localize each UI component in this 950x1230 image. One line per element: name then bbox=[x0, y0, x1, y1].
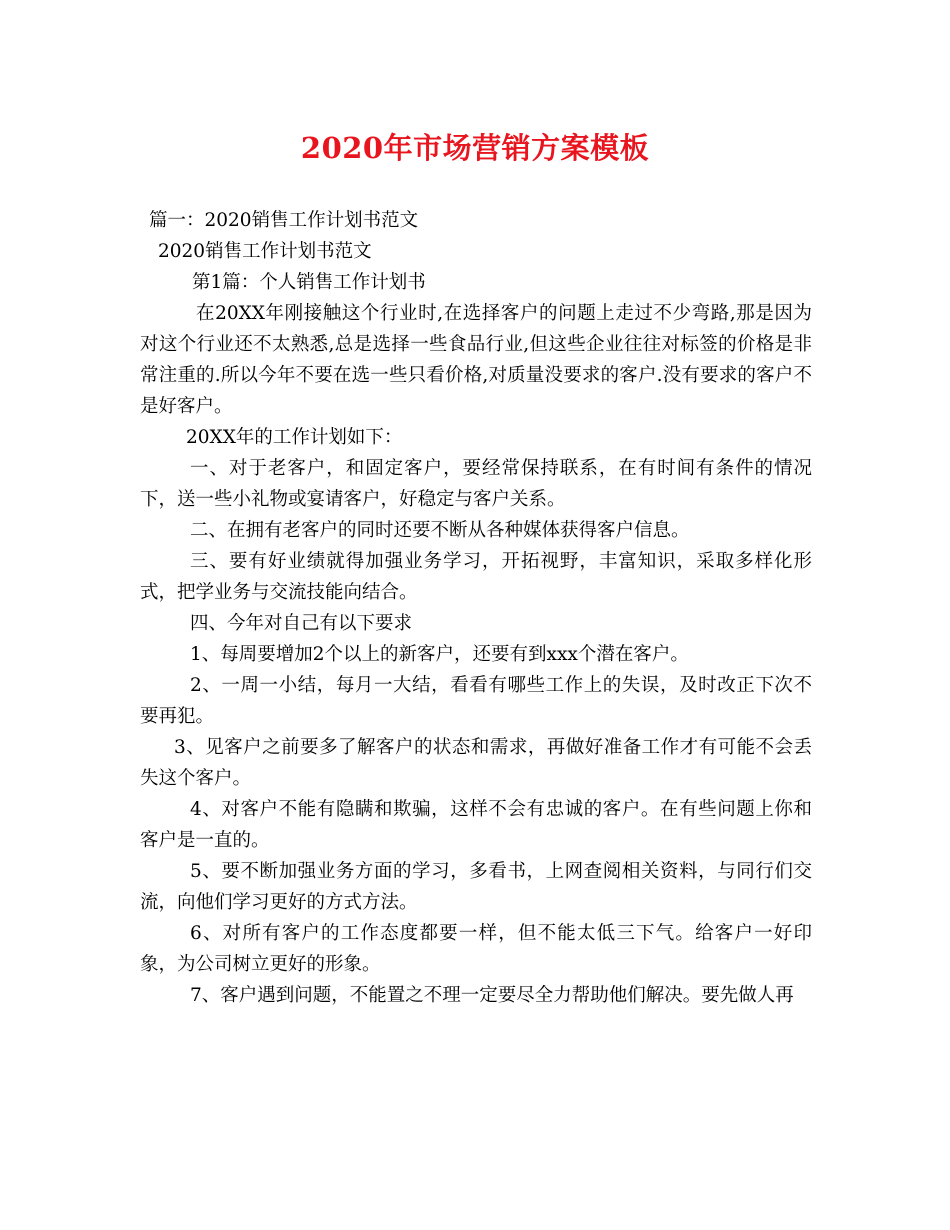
paragraph-requirement-7: 7、客户遇到问题，不能置之不理一定要尽全力帮助他们解决。要先做人再 bbox=[190, 985, 794, 1006]
paragraph-item-1: 一、对于老客户，和固定客户，要经常保持联系，在有时间有条件的情况下，送一些小礼物或宴请客户，好稳定与客户关系。 bbox=[140, 458, 812, 510]
paragraph-requirement-6: 6、对所有客户的工作态度都要一样，但不能太低三下气。给客户一好印象，为公司树立更好的形象。 bbox=[140, 923, 812, 975]
paragraph-chapter-heading: 第1篇：个人销售工作计划书 bbox=[192, 272, 426, 293]
paragraph-requirement-3: 3、见客户之前要多了解客户的状态和需求，再做好准备工作才有可能不会丢失这个客户。 bbox=[140, 737, 812, 789]
paragraph-intro: 在20XX年刚接触这个行业时,在选择客户的问题上走过不少弯路,那是因为对这个行业还不太熟悉,总是选择一些食品行业,但这些企业往往对标签的价格是非常注重的.所以今年不要在选一些只看价格,对质量没要求的客户.没有要求的客户不是好客户。 bbox=[140, 303, 812, 417]
paragraph-item-3: 三、要有好业绩就得加强业务学习，开拓视野，丰富知识，采取多样化形式，把学业务与交流技能向结合。 bbox=[140, 551, 812, 603]
paragraph-item-2: 二、在拥有老客户的同时还要不断从各种媒体获得客户信息。 bbox=[190, 520, 690, 541]
paragraph-requirement-4: 4、对客户不能有隐瞒和欺骗，这样不会有忠诚的客户。在有些问题上你和客户是一直的。 bbox=[140, 799, 812, 851]
paragraph-requirement-5: 5、要不断加强业务方面的学习，多看书，上网查阅相关资料，与同行们交流，向他们学习更好的方式方法。 bbox=[140, 861, 812, 913]
paragraph-subheading: 2020销售工作计划书范文 bbox=[158, 241, 372, 262]
document-title: 2020年市场营销方案模板 bbox=[300, 131, 650, 165]
paragraph-requirement-2: 2、一周一小结，每月一大结，看看有哪些工作上的失误，及时改正下次不要再犯。 bbox=[140, 675, 812, 727]
paragraph-item-4: 四、今年对自己有以下要求 bbox=[190, 613, 413, 634]
paragraph-requirement-1: 1、每周要增加2个以上的新客户，还要有到xxx个潜在客户。 bbox=[190, 644, 689, 665]
document-body bbox=[140, 205, 812, 1011]
paragraph-part-heading: 篇一：2020销售工作计划书范文 bbox=[149, 210, 419, 231]
paragraph-plan-heading: 20XX年的工作计划如下： bbox=[186, 427, 403, 448]
